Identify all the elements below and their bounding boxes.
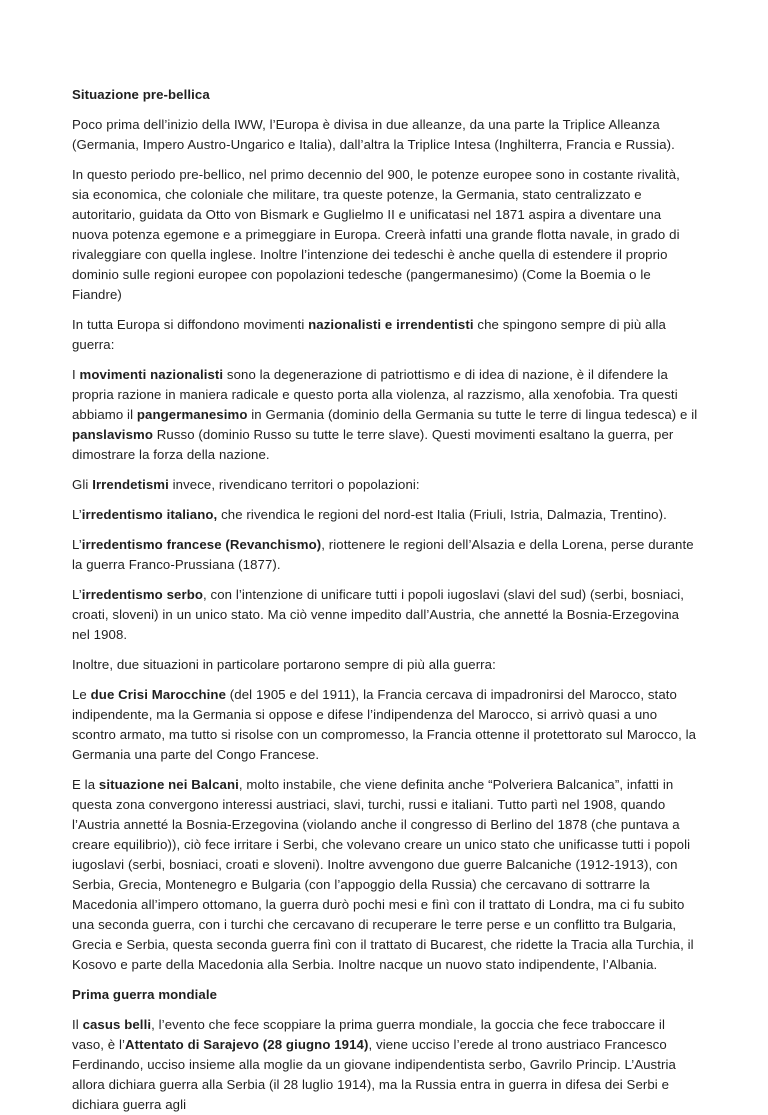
text-run: , riottenere le regioni dell’Alsazia e della Lorena, perse durante la guerra Franco-Prussiana (1877). xyxy=(72,537,694,572)
text-run: Gli xyxy=(72,477,93,492)
paragraph xyxy=(72,165,700,305)
text-run: che rivendica le regioni del nord-est Italia (Friuli, Istria, Dalmazia, Trentino). xyxy=(217,507,667,522)
text-run-bold: irredentismo francese (Revanchismo) xyxy=(81,537,322,552)
text-run: Russo (dominio Russo su tutte le terre slave). Questi movimenti esaltano la guerra, per dimostrare la forza della nazione. xyxy=(72,427,674,462)
section-heading xyxy=(72,85,700,105)
text-run-bold: Attentato di Sarajevo (28 giugno 1914) xyxy=(125,1037,369,1052)
paragraph xyxy=(72,475,700,495)
paragraph xyxy=(72,685,700,765)
text-run-bold: situazione nei Balcani xyxy=(98,777,239,792)
text-run: L’ xyxy=(72,587,82,602)
text-run-bold: Prima guerra mondiale xyxy=(72,987,218,1002)
text-run: invece, rivendicano territori o popolazioni: xyxy=(168,477,420,492)
text-run: I xyxy=(72,367,80,382)
paragraph xyxy=(72,775,700,975)
paragraph xyxy=(72,315,700,355)
text-run: E la xyxy=(72,777,99,792)
text-run: , con l’intenzione di unificare tutti i popoli iugoslavi (slavi del sud) (serbi, bosniaci, croati, sloveni) in un unico stato. Ma ciò venne impedito dall’Austria, che annetté la Bosnia-Erzegovina nel 1908. xyxy=(72,587,685,642)
document-body xyxy=(72,85,700,1115)
text-run: sono la degenerazione di patriottismo e di idea di nazione, è il difendere la propria razione in maniera radicale e questo porta alla violenza, al razzismo, alla xenofobia. Tra questi abbiamo il xyxy=(72,367,678,422)
text-run: , l’evento che fece scoppiare la prima guerra mondiale, la goccia che fece traboccare il vaso, è l’ xyxy=(72,1017,665,1052)
text-run: , molto instabile, che viene definita anche “Polveriera Balcanica”, infatti in questa zona convergono interessi austriaci, slavi, turchi, russi e italiani. Tutto partì nel 1908, quando l’Austria annetté la Bosnia-Erzegovina (violando anche il congresso di Berlino del 1878 (che puntava a creare equilibrio)), ciò fece irritare i Serbi, che volevano creare un unico stato che unificasse tutti i popoli iugoslavi (serbi, bosniaci, croati e sloveni). Inoltre avvengono due guerre Balcaniche (1912-1913), con Serbia, Grecia, Montenegro e Bulgaria (con l’appoggio della Russia) che cercavano di sottrarre la Macedonia all’impero ottomano, la guerra durò pochi mesi e finì con il trattato di Londra, ma ci fu subito una seconda guerra, con i turchi che cercavano di recuperare le terre perse e un conflitto tra Bulgaria, Grecia e Serbia, questa seconda guerra finì con il trattato di Bucarest, che ridette la Tracia alla Turchia, il Kosovo e parte della Macedonia alla Serbia. Inoltre nacque un nuovo stato indipendente, l’Albania. xyxy=(72,777,694,972)
text-run: Poco prima dell’inizio della IWW, l’Europa è divisa in due alleanze, da una parte la Triplice Alleanza (Germania, Impero Austro-Ungarico e Italia), dall’altra la Triplice Intesa (Inghilterra, Francia e Russia). xyxy=(72,117,675,152)
text-run: Inoltre, due situazioni in particolare portarono sempre di più alla guerra: xyxy=(72,657,496,672)
text-run-bold: irredentismo italiano, xyxy=(81,507,218,522)
text-run-bold: casus belli xyxy=(82,1017,152,1032)
paragraph xyxy=(72,585,700,645)
paragraph xyxy=(72,1015,700,1115)
text-run-bold: irredentismo serbo xyxy=(81,587,204,602)
text-run-bold: due Crisi Marocchine xyxy=(90,687,227,702)
paragraph xyxy=(72,535,700,575)
text-run: Le xyxy=(72,687,91,702)
text-run-bold: Irrendetismi xyxy=(92,477,169,492)
text-run-bold: Situazione pre-bellica xyxy=(72,87,210,102)
paragraph xyxy=(72,505,700,525)
paragraph xyxy=(72,365,700,465)
text-run: L’ xyxy=(72,537,82,552)
text-run-bold: pangermanesimo xyxy=(136,407,248,422)
paragraph xyxy=(72,115,700,155)
text-run-bold: panslavismo xyxy=(72,427,153,442)
text-run: Il xyxy=(72,1017,83,1032)
text-run: che spingono sempre di più alla guerra: xyxy=(72,317,666,352)
paragraph xyxy=(72,655,700,675)
section-heading xyxy=(72,985,700,1005)
text-run: (del 1905 e del 1911), la Francia cercava di impadronirsi del Marocco, stato indipendente, ma la Germania si oppose e difese l’indipendenza del Marocco, si arrivò quasi a uno scontro armato, ma tutto si risolse con un compromesso, la Francia ottenne il protettorato sul Marocco, la Germania una parte del Congo Francese. xyxy=(72,687,697,762)
text-run: , viene ucciso l’erede al trono austriaco Francesco Ferdinando, ucciso insieme alla moglie da un giovane indipendentista serbo, Gavrilo Princip. L’Austria allora dichiara guerra alla Serbia (il 28 luglio 1914), ma la Russia entra in guerra in difesa dei Serbi e dichiara guerra agli xyxy=(72,1037,676,1112)
text-run: In tutta Europa si diffondono movimenti xyxy=(72,317,309,332)
text-run-bold: nazionalisti e irrendentisti xyxy=(308,317,474,332)
text-run-bold: movimenti nazionalisti xyxy=(79,367,224,382)
text-run: In questo periodo pre-bellico, nel primo decennio del 900, le potenze europee sono in costante rivalità, sia economica, che coloniale che militare, tra queste potenze, la Germania, stato centralizzato e autoritario, guidata da Otto von Bismark e Guglielmo II e unificatasi nel 1871 aspira a diventare una nuova potenza egemone e a primeggiare in Europa. Creerà infatti una grande flotta navale, in grado di rivaleggiare con quella inglese. Inoltre l’intenzione dei tedeschi è anche quella di estendere il proprio dominio sulle regioni europee con popolazioni tedesche (pangermanesimo) (Come la Boemia o le Fiandre) xyxy=(72,167,680,302)
text-run: in Germania (dominio della Germania su tutte le terre di lingua tedesca) e il xyxy=(247,407,698,422)
text-run: L’ xyxy=(72,507,82,522)
